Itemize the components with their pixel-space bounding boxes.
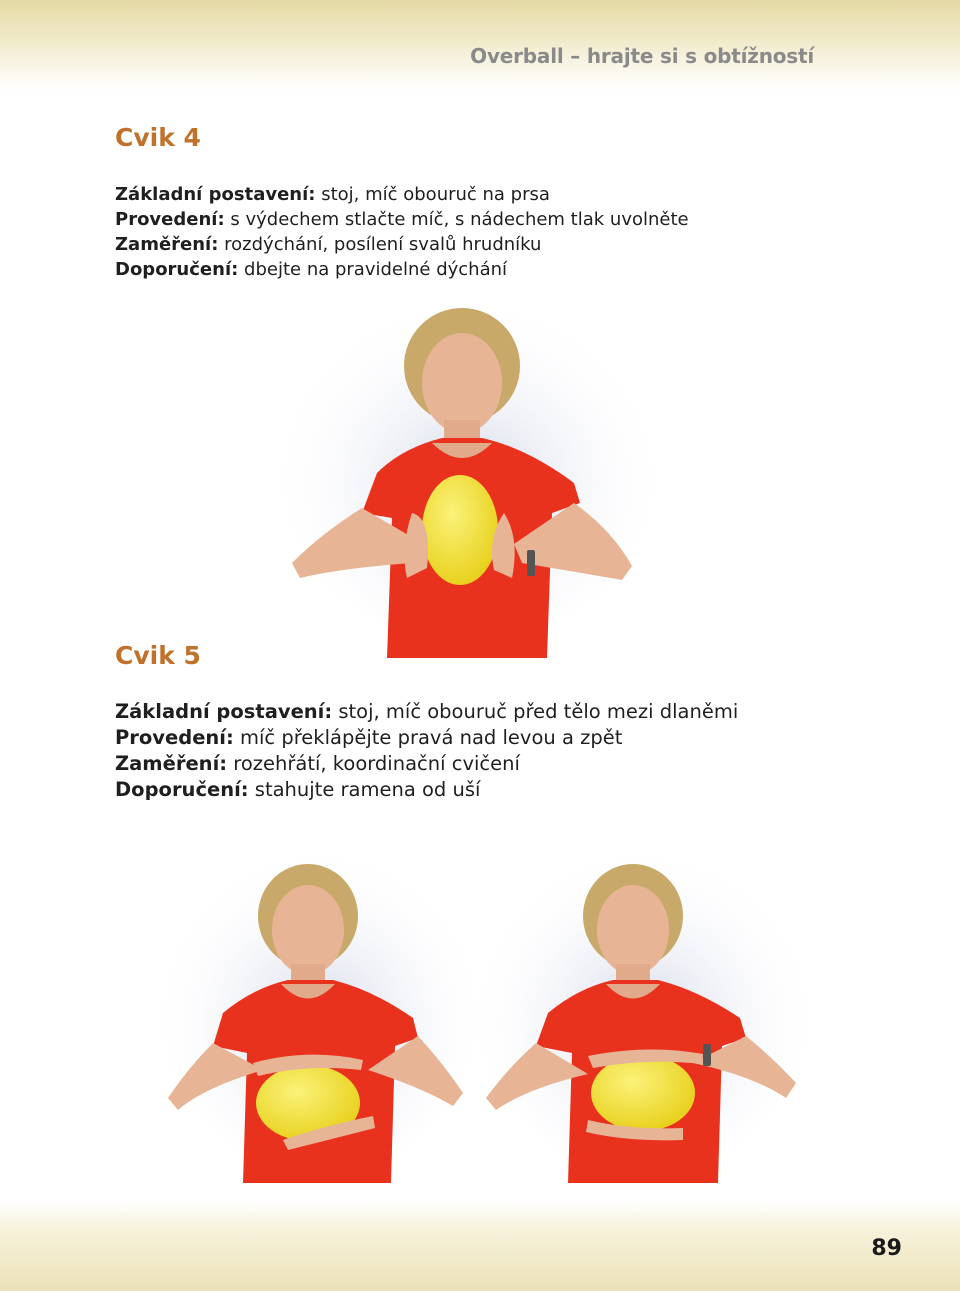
exercise-4-stance [115, 182, 689, 207]
label: Zaměření: [115, 752, 228, 775]
exercise-5-photo-right [478, 848, 808, 1183]
exercise-5-stance [115, 699, 738, 725]
label: Základní postavení: [115, 184, 316, 205]
exercise-4-title: Cvik 4 [115, 123, 201, 152]
exercise-5-execution [115, 725, 738, 751]
value: rozehřátí, koordinační cvičení [227, 752, 520, 775]
value: stoj, míč obouruč na prsa [315, 184, 550, 205]
page-number: 89 [871, 1236, 902, 1261]
label: Provedení: [115, 726, 234, 749]
label: Provedení: [115, 209, 225, 230]
value: míč překlápějte pravá nad levou a zpět [233, 726, 623, 749]
exercise-5-focus [115, 751, 738, 777]
label: Doporučení: [115, 778, 249, 801]
exercise-4-focus [115, 232, 689, 257]
label: Doporučení: [115, 259, 239, 280]
exercise-5-photo-left [163, 848, 478, 1183]
exercise-5-title: Cvik 5 [115, 641, 201, 670]
footer-band [0, 1200, 960, 1291]
exercise-5-recommendation [115, 777, 738, 803]
value: rozdýchání, posílení svalů hrudníku [218, 234, 542, 255]
running-title: Overball – hrajte si s obtížností [470, 44, 814, 68]
exercise-4-recommendation [115, 257, 689, 282]
label: Zaměření: [115, 234, 219, 255]
exercise-4-execution [115, 207, 689, 232]
value: s výdechem stlačte míč, s nádechem tlak uvolněte [224, 209, 689, 230]
value: stahujte ramena od uší [248, 778, 481, 801]
exercise-5-description [115, 699, 738, 803]
label: Základní postavení: [115, 700, 333, 723]
value: dbejte na pravidelné dýchání [238, 259, 508, 280]
exercise-4-photo [282, 298, 654, 658]
value: stoj, míč obouruč před tělo mezi dlaněmi [332, 700, 739, 723]
exercise-4-description [115, 182, 689, 282]
